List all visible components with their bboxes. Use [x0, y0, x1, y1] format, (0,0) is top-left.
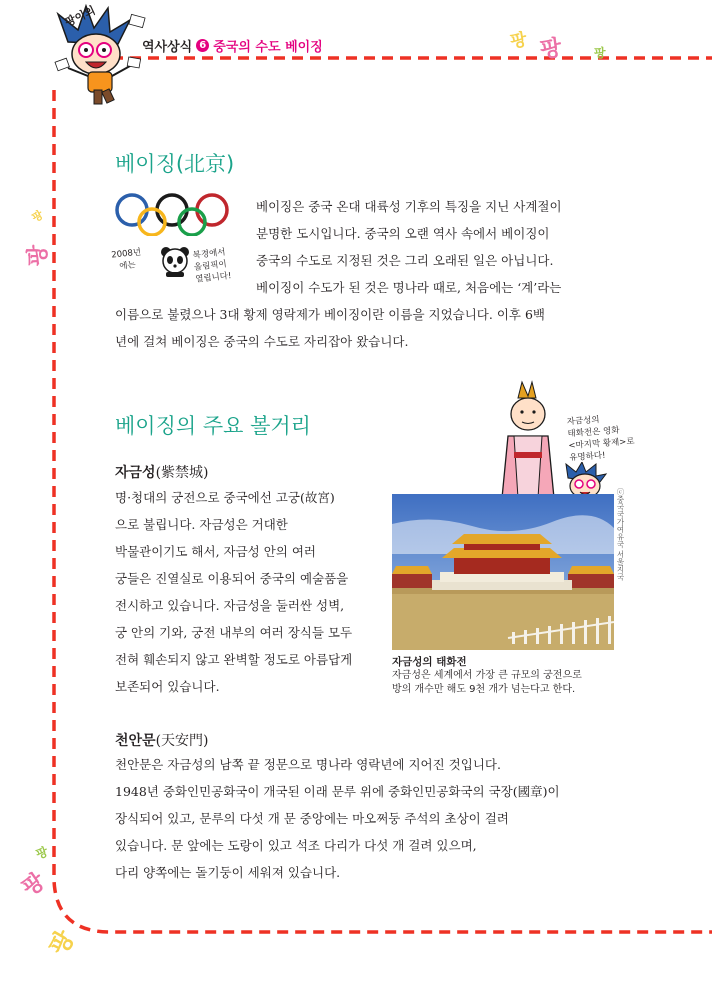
- tiananmen-title: 천안문(天安門): [115, 733, 209, 749]
- deco-pang-top-large: 팡: [538, 35, 564, 64]
- beijing-heading: 베이징(北京): [115, 152, 235, 176]
- emperor-speech: 자금성의 태화전은 영화 <마지막 황제>로 유명하다!: [566, 415, 635, 464]
- olympic-note-left: 2008년 에는: [110, 247, 142, 272]
- deco-pang-left-small: 팡: [29, 208, 46, 225]
- header-subtitle: 중국의 수도 베이징: [213, 40, 323, 55]
- page-header: [142, 36, 323, 55]
- tiananmen-paragraph: 천안문은 자금성의 남쪽 끝 정문으로 명나라 영락년에 지어진 것입니다. 1948년 중화인민공화국이 개국된 이래 문루 위에 중화인민공화국의 국장(國章)이 장식되어 있고, 문루의 다섯 개 문 중앙에는 마오쩌둥 주석의 초상이 걸려 있습니다. 문 앞에는 도랑이 있고 석조 다리가 다섯 개 걸려 있으며, 다리 양쪽에는 돌기둥이 세워져 있습니다.: [115, 757, 560, 880]
- chapter-number-badge: 6: [196, 39, 209, 52]
- forbidden-city-paragraph: 명·청대의 궁전으로 중국에선 고궁(故宮) 으로 불립니다. 자금성은 거대한 박물관이기도 해서, 자금성 안의 여러 궁들은 진열실로 이용되어 중국의 예술품을 전시하고 있습니다. 자금성을 둘러싼 성벽, 궁 안의 기와, 궁전 내부의 여러 장식들 모두 전혀 훼손되지 않고 완벽할 정도로 아름답게 보존되어 있습니다.: [115, 490, 353, 694]
- header-title: 역사상식: [142, 40, 193, 55]
- deco-pang-bottom: 팡: [17, 868, 50, 902]
- photo-credit: ⓒ중국국가여유국 서울지국: [616, 488, 625, 581]
- forbidden-city-title: 자금성(紫禁城): [115, 465, 209, 481]
- series-badge: 팡이의: [62, 3, 98, 30]
- deco-pang-top-right: 팡: [594, 46, 606, 60]
- photo-caption: 자금성의 태화전 자금성은 세계에서 가장 큰 규모의 궁전으로 방의 개수만 해도 9천 개가 넘는다고 한다.: [392, 656, 582, 695]
- deco-pang-top: 팡: [508, 29, 529, 53]
- deco-pang-bottom-2: 팡: [43, 925, 80, 960]
- taihe-hall-photo: [392, 494, 614, 650]
- beijing-paragraph: 베이징은 중국 온대 대륙성 기후의 특징을 지닌 사계절이 분명한 도시입니다. 중국의 오랜 역사 속에서 베이징이 중국의 수도로 지정된 것은 그리 오래된 일은 아닙니다. 베이징이 수도가 된 것은 명나라 때로, 처음에는 ‘계’라는 이름으로 불렸으나 3대 황제 영락제가 베이징이란 이름을 지었습니다. 이후 6백 년에 걸쳐 베이징은 중국의 수도로 자리잡아 왔습니다.: [115, 199, 562, 349]
- deco-pang-bottom-small: 팡: [34, 844, 50, 862]
- olympic-note-right: 북경에서 올림픽이 열립니다!: [192, 247, 232, 285]
- sights-heading: 베이징의 주요 볼거리: [115, 414, 311, 438]
- deco-pang-left: 팡: [26, 244, 52, 267]
